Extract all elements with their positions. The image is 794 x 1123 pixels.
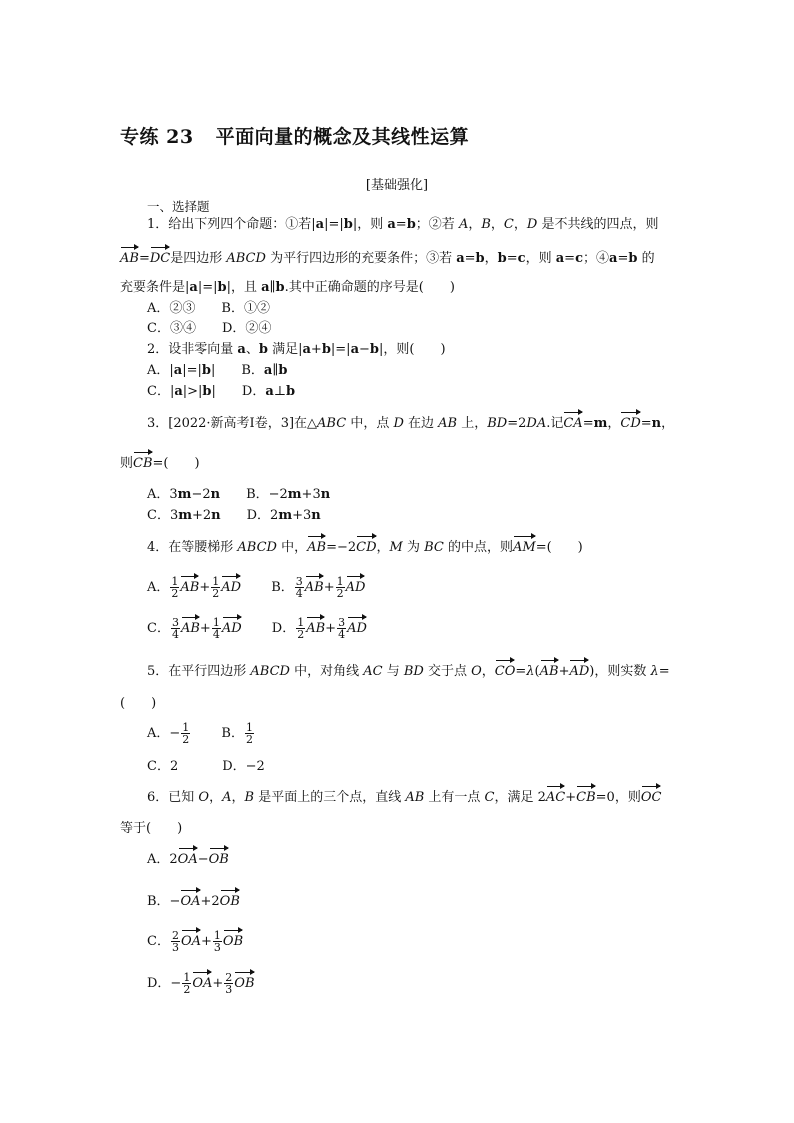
q3-line-2: 则CB=( )	[120, 456, 200, 471]
q5-options-ab	[147, 722, 255, 745]
q6-option-a[interactable]: A．2OA−OB	[147, 852, 229, 867]
q2-option-c[interactable]: C．|a|>|b|	[147, 384, 216, 399]
q3-options-ab	[147, 486, 330, 504]
q6-line-1: 6．已知 O，A，B 是平面上的三个点，直线 AB 上有一点 C，满足 2AC+CB=0，则OC	[147, 790, 662, 805]
q4-option-a[interactable]: A． $\frac{1}{2}$ AB+ $\frac{1}{2}$ AD	[147, 575, 242, 600]
q6-option-b[interactable]: B．−OA+2OB	[147, 894, 240, 909]
q3-options-cd	[147, 507, 321, 525]
q2-options-ab	[147, 362, 287, 380]
q5-options-cd	[147, 758, 265, 776]
q2-line-1: 2．设非零向量 a、b 满足|a+b|=|a−b|，则( )	[147, 342, 446, 357]
q1-line-1: 1．给出下列四个命题：①若|a|=|b|，则 a=b；②若 A，B，C，D 是不共线的四点，则	[147, 217, 659, 232]
q4-option-c[interactable]: C． $\frac{3}{4}$ AB+ $\frac{1}{4}$ AD	[147, 616, 242, 641]
q1-option-a[interactable]: A．②③	[147, 301, 196, 316]
q1-option-c[interactable]: C．③④	[147, 321, 196, 336]
title-text: 平面向量的概念及其线性运算	[215, 126, 470, 148]
q6-line-2: 等于( )	[120, 821, 183, 836]
part-heading: 一、选择题	[147, 199, 210, 214]
section-heading: [基础强化]	[365, 178, 429, 193]
q1-option-b[interactable]: B．①②	[221, 301, 270, 316]
q5-option-d[interactable]: D．−2	[222, 759, 265, 774]
q5-line-2: ( )	[120, 696, 157, 711]
q4-options-cd	[147, 617, 367, 640]
q2-option-b[interactable]: B．a∥b	[241, 363, 288, 378]
q1-line-3: 充要条件是|a|=|b|，且 a∥b.其中正确命题的序号是( )	[120, 280, 455, 295]
q4-options-ab	[147, 576, 365, 599]
q3-option-c[interactable]: C．3m+2n	[147, 508, 221, 523]
q2-option-d[interactable]: D．a⊥b	[241, 384, 296, 399]
q2-options-cd	[147, 383, 295, 401]
q3-option-a[interactable]: A．3m−2n	[147, 487, 221, 502]
q6-option-d[interactable]: D．− $\frac{1}{2}$ OA+ $\frac{2}{3}$ OB	[147, 971, 255, 996]
q5-line-1: 5．在平行四边形 ABCD 中，对角线 AC 与 BD 交于点 O，CO=λ(AB+AD)，则实数 λ=	[147, 664, 670, 679]
q1-line-2: AB=DC是四边形 ABCD 为平行四边形的充要条件；③若 a=b，b=c，则 a=c；④a=b 的	[120, 251, 655, 266]
q1-option-d[interactable]: D．②④	[221, 321, 272, 336]
page-title	[120, 122, 469, 149]
q1-options-cd	[147, 320, 271, 338]
q3-option-d[interactable]: D．2m+3n	[246, 508, 321, 523]
q4-line-1: 4．在等腰梯形 ABCD 中，AB=−2CD，M 为 BC 的中点，则AM=( )	[147, 540, 583, 555]
q5-option-a[interactable]: A．− $\frac{1}{2}$	[147, 721, 190, 746]
q3-line-1: 3．[2022·新高考Ⅰ卷，3]在△ABC 中，点 D 在边 AB 上，BD=2DA.记CA=m，CD=n，	[147, 416, 675, 431]
q1-options-ab	[147, 300, 270, 318]
q5-option-c[interactable]: C．2	[147, 759, 179, 774]
q4-option-d[interactable]: D． $\frac{1}{2}$ AB+ $\frac{3}{4}$ AD	[271, 616, 367, 641]
q6-option-c[interactable]: C． $\frac{2}{3}$ OA+ $\frac{1}{3}$ OB	[147, 929, 244, 954]
title-number: 专练 23	[120, 126, 194, 148]
q5-option-b[interactable]: B． $\frac{1}{2}$	[221, 721, 253, 746]
q2-option-a[interactable]: A．|a|=|b|	[147, 363, 216, 378]
q4-option-b[interactable]: B． $\frac{3}{4}$ AB+ $\frac{1}{2}$ AD	[271, 575, 366, 600]
q3-option-b[interactable]: B．−2m+3n	[246, 487, 331, 502]
